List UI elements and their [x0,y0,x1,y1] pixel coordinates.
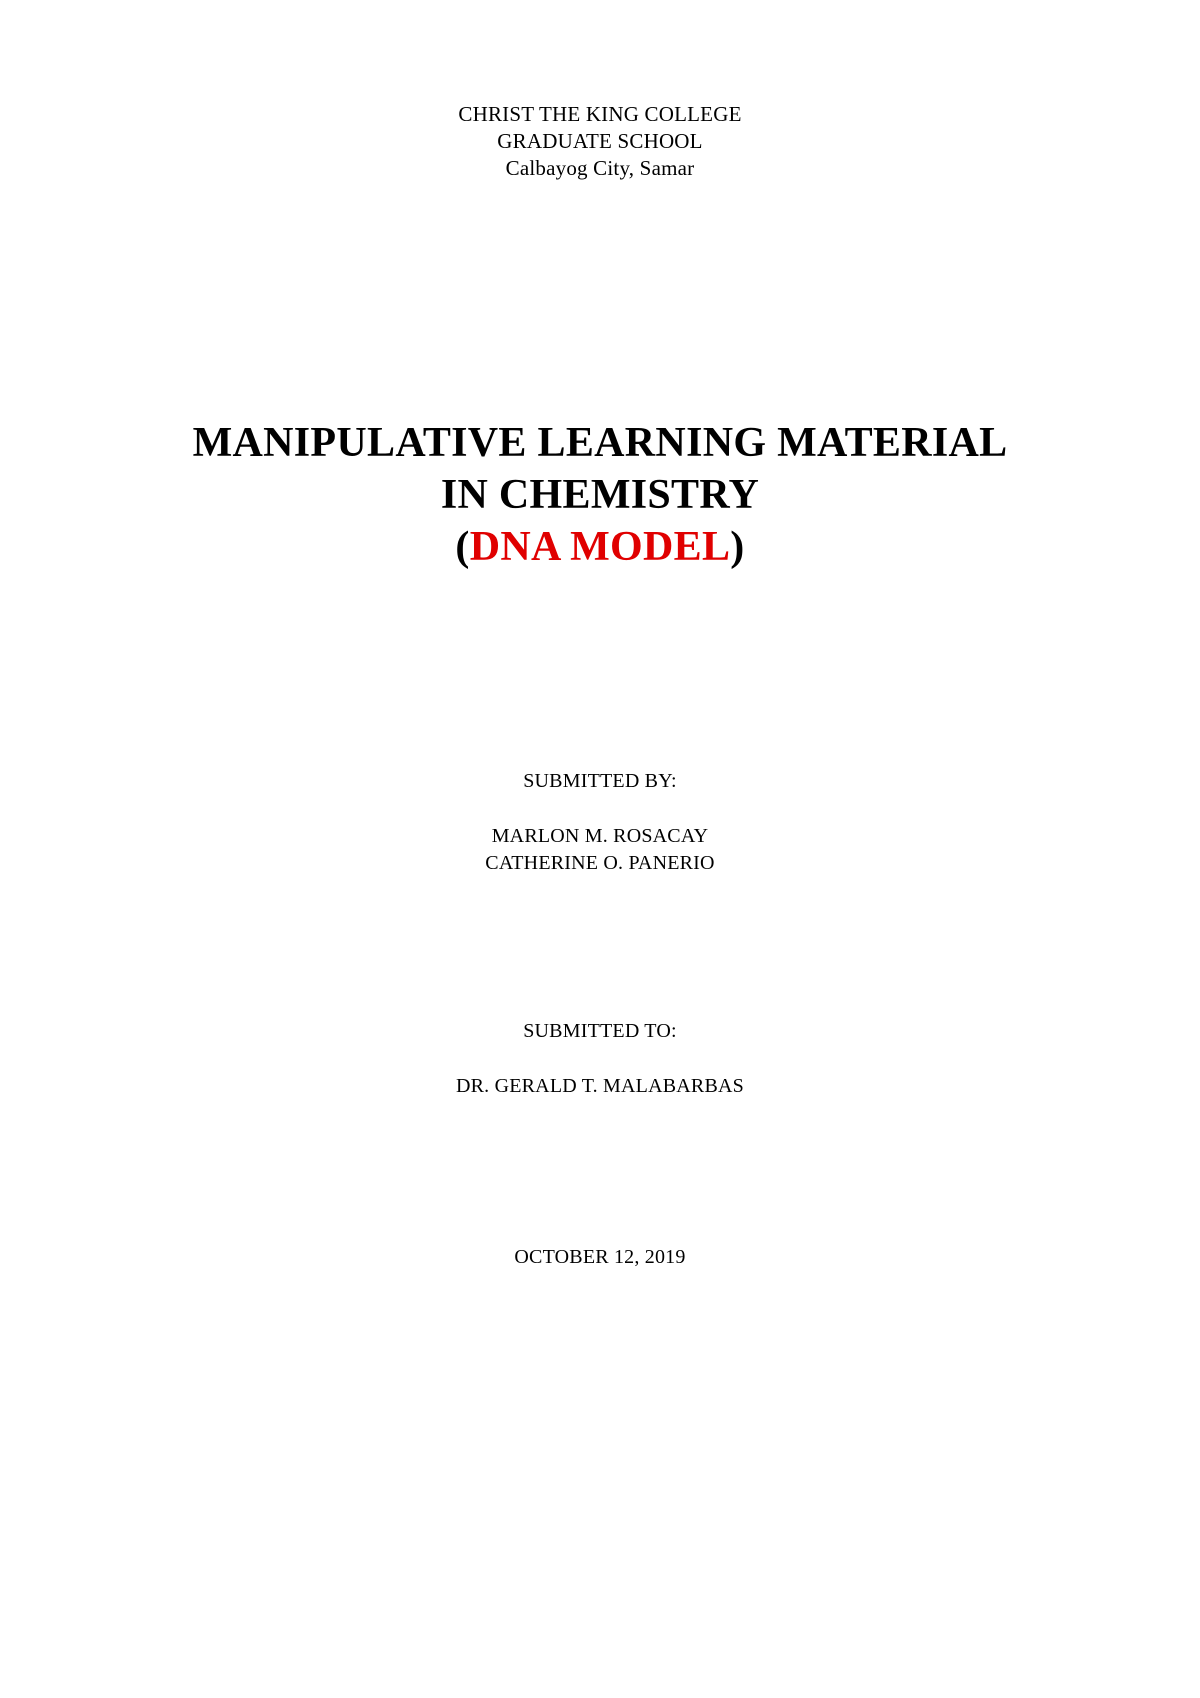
school-name: GRADUATE SCHOOL [497,129,703,153]
submitter-name: CATHERINE O. PANERIO [485,852,715,874]
submitted-by-label: SUBMITTED BY: [523,770,677,792]
submitter-name: MARLON M. ROSACAY [491,825,709,847]
title-highlight: DNA MODEL [469,524,731,570]
institution-name: CHRIST THE KING COLLEGE [458,102,742,126]
recipient-name: DR. GERALD T. MALABARBAS [456,1075,744,1097]
title-line-1: MANIPULATIVE LEARNING MATERIAL [192,420,1008,466]
title-line-2: IN CHEMISTRY [440,472,760,518]
title-line-3 [0,526,1200,568]
submitted-to-label: SUBMITTED TO: [523,1020,677,1042]
school-location: Calbayog City, Samar [505,156,695,180]
title-paren-open: ( [455,524,470,570]
submission-date: OCTOBER 12, 2019 [514,1246,686,1268]
title-paren-close: ) [730,524,745,570]
